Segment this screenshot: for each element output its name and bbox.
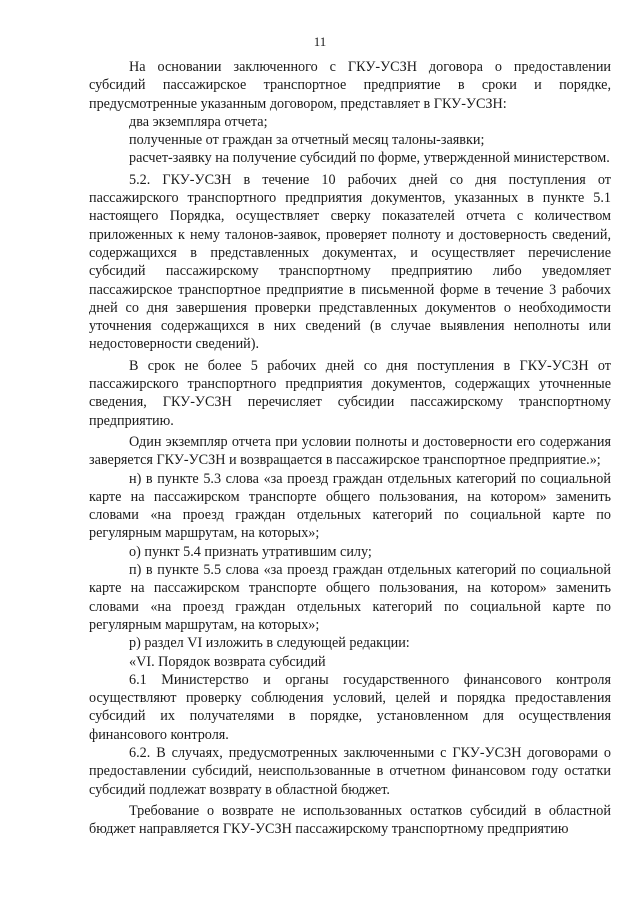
section-heading: «VI. Порядок возврата субсидий bbox=[129, 653, 326, 670]
list-item: полученные от граждан за отчетный месяц талоны-заявки; bbox=[129, 132, 485, 149]
paragraph: 5.2. ГКУ-УСЗН в течение 10 рабочих дней со дня поступления от пассажирского транспортного предприятия документов, указанных в пункте 5.1 настоящего Порядка, осуществляет сверку показателей отчета с количеством приложенных к нему талонов-заявок, проверяет полноту и достоверность сведений, содержащихся в представленных документах, и осуществляет перечисление субсидий пассажирскому транспортному предприятию либо уведомляет пассажирское транспортное предприятие в письменной форме в течение 3 рабочих дней со дня завершения проверки представленных документов о необходимости уточнения содержащихся в них сведений (в случае выявления неполноты или недостоверности сведений). bbox=[89, 171, 611, 353]
paragraph: н) в пункте 5.3 слова «за проезд граждан отдельных категорий по социальной карте на пассажирском транспорте общего пользования, на котором» заменить словами «на проезд граждан отдельных категорий по социальной карте по регулярным маршрутам, на которых»; bbox=[89, 470, 611, 542]
paragraph: Один экземпляр отчета при условии полноты и достоверности его содержания заверяется ГКУ-УСЗН и возвращается в пассажирское транспортное предприятие.»; bbox=[89, 433, 611, 469]
paragraph: На основании заключенного с ГКУ-УСЗН договора о предоставлении субсидий пассажирское транспортное предприятие в сроки и порядке, предусмотренные указанным договором, представляет в ГКУ-УСЗН: bbox=[89, 59, 611, 112]
paragraph: Требование о возврате не использованных остатков субсидий в областной бюджет направляется ГКУ-УСЗН пассажирскому транспортному предприятию bbox=[89, 802, 611, 838]
document-body bbox=[89, 58, 611, 838]
page-number: 11 bbox=[313, 34, 327, 49]
paragraph: о) пункт 5.4 признать утратившим силу; bbox=[129, 543, 372, 560]
paragraph: 6.2. В случаях, предусмотренных заключенными с ГКУ-УСЗН договорами о предоставлении субсидий, неиспользованные в отчетном финансовом году остатки субсидий подлежат возврату в областной бюджет. bbox=[89, 744, 611, 798]
list-item: два экземпляра отчета; bbox=[129, 113, 268, 130]
list-item: расчет-заявку на получение субсидий по форме, утвержденной министерством. bbox=[129, 150, 610, 167]
paragraph: р) раздел VI изложить в следующей редакции: bbox=[129, 635, 410, 652]
paragraph: п) в пункте 5.5 слова «за проезд граждан отдельных категорий по социальной карте на пассажирском транспорте общего пользования, на котором» заменить словами «на проезд граждан отдельных категорий по социальной карте по регулярным маршрутам, на которых»; bbox=[89, 562, 611, 633]
paragraph: 6.1 Министерство и органы государственного финансового контроля осуществляют проверку соблюдения условий, целей и порядка предоставления субсидий их получателями в порядке, установленном для осуществления финансового контроля. bbox=[89, 671, 611, 743]
paragraph: В срок не более 5 рабочих дней со дня поступления в ГКУ-УСЗН от пассажирского транспортного предприятия документов, содержащих уточненные сведения, ГКУ-УСЗН перечисляет субсидии пассажирскому транспортному предприятию. bbox=[89, 357, 611, 429]
